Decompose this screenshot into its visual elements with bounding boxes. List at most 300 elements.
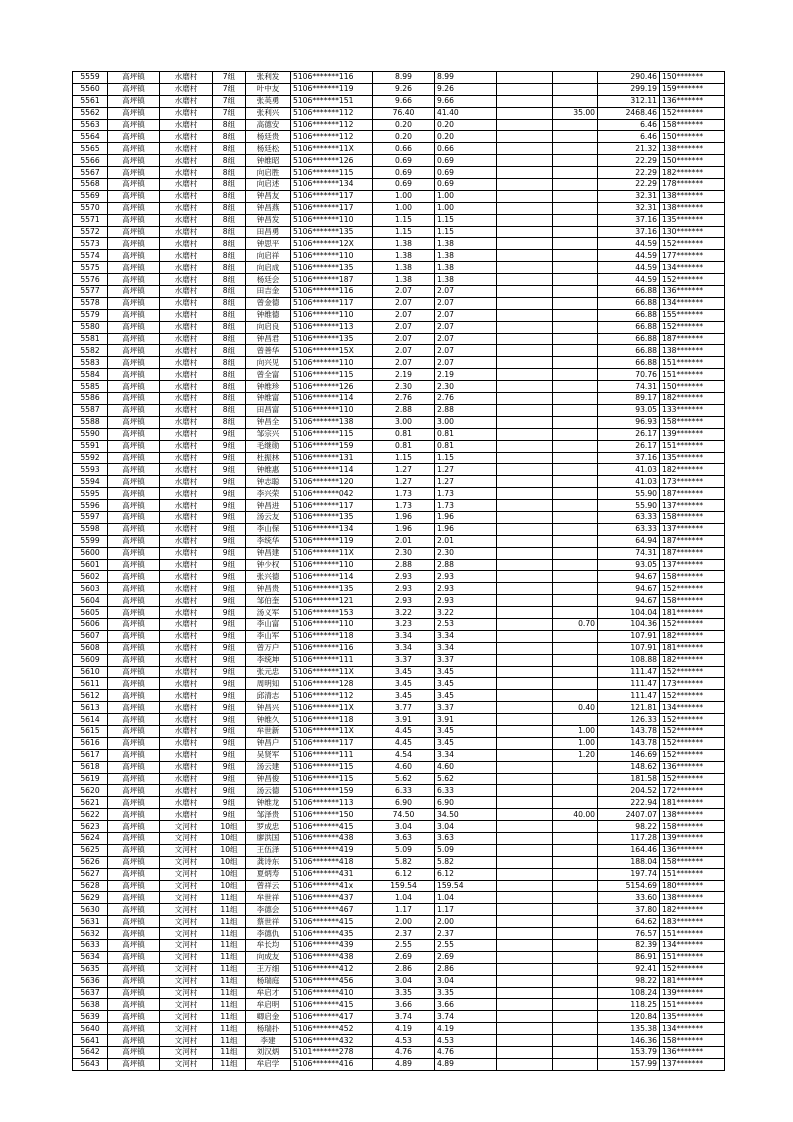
- area-total-cell: 2.00: [373, 916, 435, 928]
- village-name-cell: 水磨村: [160, 369, 213, 381]
- area-c-cell: [553, 547, 598, 559]
- area-a-cell: 4.60: [435, 761, 497, 773]
- group-name-cell: 9组: [213, 511, 246, 523]
- person-name-cell: 张利发: [246, 72, 291, 84]
- area-total-cell: 0.69: [373, 167, 435, 179]
- row-number-cell: 5599: [73, 535, 108, 547]
- town-name-cell: 高坪镇: [108, 262, 160, 274]
- area-a-cell: 1.27: [435, 476, 497, 488]
- area-a-cell: 34.50: [435, 809, 497, 821]
- area-total-cell: 2.69: [373, 951, 435, 963]
- id-number-cell: 5106*******415: [291, 821, 373, 833]
- table-row: [73, 559, 725, 571]
- area-b-cell: [497, 155, 553, 167]
- area-a-cell: 3.00: [435, 416, 497, 428]
- table-row: [73, 547, 725, 559]
- area-a-cell: 0.81: [435, 440, 497, 452]
- phone-number-cell: 158*******: [660, 416, 725, 428]
- area-c-cell: [553, 690, 598, 702]
- area-b-cell: [497, 250, 553, 262]
- id-number-cell: 5106*******187: [291, 274, 373, 286]
- group-name-cell: 9组: [213, 428, 246, 440]
- town-name-cell: 高坪镇: [108, 107, 160, 119]
- person-name-cell: 李山富: [246, 618, 291, 630]
- id-number-cell: 5106*******151: [291, 95, 373, 107]
- village-name-cell: 水磨村: [160, 535, 213, 547]
- area-a-cell: 3.04: [435, 821, 497, 833]
- area-total-cell: 2.19: [373, 369, 435, 381]
- group-name-cell: 9组: [213, 773, 246, 785]
- town-name-cell: 高坪镇: [108, 179, 160, 191]
- area-b-cell: [497, 571, 553, 583]
- amount-cell: 157.99: [598, 1058, 660, 1070]
- town-name-cell: 高坪镇: [108, 1047, 160, 1059]
- village-name-cell: 水磨村: [160, 511, 213, 523]
- phone-number-cell: 173*******: [660, 476, 725, 488]
- area-c-cell: [553, 999, 598, 1011]
- id-number-cell: 5106*******110: [291, 404, 373, 416]
- phone-number-cell: 152*******: [660, 583, 725, 595]
- person-name-cell: 汤云建: [246, 761, 291, 773]
- area-total-cell: 9.26: [373, 83, 435, 95]
- area-b-cell: [497, 607, 553, 619]
- table-row: [73, 761, 725, 773]
- amount-cell: 55.90: [598, 500, 660, 512]
- row-number-cell: 5571: [73, 214, 108, 226]
- area-total-cell: 2.86: [373, 963, 435, 975]
- phone-number-cell: 138*******: [660, 190, 725, 202]
- area-a-cell: 1.15: [435, 452, 497, 464]
- town-name-cell: 高坪镇: [108, 607, 160, 619]
- phone-number-cell: 182*******: [660, 630, 725, 642]
- id-number-cell: 5106*******412: [291, 963, 373, 975]
- id-number-cell: 5106*******11X: [291, 666, 373, 678]
- area-total-cell: 159.54: [373, 880, 435, 892]
- area-total-cell: 3.35: [373, 987, 435, 999]
- person-name-cell: 钟维珍: [246, 381, 291, 393]
- phone-number-cell: 150*******: [660, 381, 725, 393]
- town-name-cell: 高坪镇: [108, 571, 160, 583]
- village-name-cell: 文河村: [160, 1058, 213, 1070]
- area-a-cell: 3.04: [435, 975, 497, 987]
- id-number-cell: 5106*******117: [291, 297, 373, 309]
- phone-number-cell: 133*******: [660, 404, 725, 416]
- id-number-cell: 5106*******110: [291, 357, 373, 369]
- person-name-cell: 向启成: [246, 262, 291, 274]
- table-row: [73, 72, 725, 84]
- phone-number-cell: 187*******: [660, 488, 725, 500]
- amount-cell: 188.04: [598, 856, 660, 868]
- area-b-cell: [497, 274, 553, 286]
- area-c-cell: [553, 761, 598, 773]
- area-c-cell: [553, 951, 598, 963]
- phone-number-cell: 172*******: [660, 785, 725, 797]
- phone-number-cell: 151*******: [660, 999, 725, 1011]
- village-name-cell: 水磨村: [160, 488, 213, 500]
- village-name-cell: 水磨村: [160, 714, 213, 726]
- area-b-cell: [497, 345, 553, 357]
- table-row: [73, 892, 725, 904]
- town-name-cell: 高坪镇: [108, 488, 160, 500]
- village-name-cell: 水磨村: [160, 404, 213, 416]
- person-name-cell: 邹泽贵: [246, 809, 291, 821]
- area-a-cell: 3.63: [435, 833, 497, 845]
- town-name-cell: 高坪镇: [108, 904, 160, 916]
- phone-number-cell: 158*******: [660, 856, 725, 868]
- area-c-cell: [553, 416, 598, 428]
- village-name-cell: 水磨村: [160, 167, 213, 179]
- amount-cell: 98.22: [598, 975, 660, 987]
- person-name-cell: 蔡世祥: [246, 916, 291, 928]
- group-name-cell: 8组: [213, 202, 246, 214]
- row-number-cell: 5609: [73, 654, 108, 666]
- town-name-cell: 高坪镇: [108, 452, 160, 464]
- amount-cell: 118.25: [598, 999, 660, 1011]
- area-total-cell: 1.38: [373, 262, 435, 274]
- area-b-cell: [497, 309, 553, 321]
- amount-cell: 66.88: [598, 297, 660, 309]
- area-a-cell: 2.07: [435, 321, 497, 333]
- id-number-cell: 5106*******415: [291, 916, 373, 928]
- table-row: [73, 226, 725, 238]
- area-b-cell: [497, 583, 553, 595]
- amount-cell: 126.33: [598, 714, 660, 726]
- village-name-cell: 文河村: [160, 975, 213, 987]
- village-name-cell: 水磨村: [160, 725, 213, 737]
- person-name-cell: 钟昌燕: [246, 202, 291, 214]
- area-c-cell: [553, 654, 598, 666]
- phone-number-cell: 139*******: [660, 987, 725, 999]
- person-name-cell: 曾万户: [246, 642, 291, 654]
- group-name-cell: 11组: [213, 999, 246, 1011]
- phone-number-cell: 173*******: [660, 678, 725, 690]
- row-number-cell: 5602: [73, 571, 108, 583]
- id-number-cell: 5106*******115: [291, 428, 373, 440]
- area-c-cell: 1.00: [553, 737, 598, 749]
- area-total-cell: 3.63: [373, 833, 435, 845]
- id-number-cell: 5106*******131: [291, 452, 373, 464]
- village-name-cell: 水磨村: [160, 155, 213, 167]
- id-number-cell: 5106*******126: [291, 381, 373, 393]
- row-number-cell: 5633: [73, 940, 108, 952]
- area-c-cell: [553, 904, 598, 916]
- area-c-cell: [553, 190, 598, 202]
- group-name-cell: 7组: [213, 95, 246, 107]
- area-b-cell: [497, 690, 553, 702]
- person-name-cell: 钟昌君: [246, 333, 291, 345]
- area-a-cell: 1.96: [435, 523, 497, 535]
- area-c-cell: [553, 714, 598, 726]
- group-name-cell: 8组: [213, 143, 246, 155]
- amount-cell: 26.17: [598, 428, 660, 440]
- row-number-cell: 5615: [73, 725, 108, 737]
- village-name-cell: 水磨村: [160, 666, 213, 678]
- area-a-cell: 5.09: [435, 844, 497, 856]
- phone-number-cell: 181*******: [660, 975, 725, 987]
- town-name-cell: 高坪镇: [108, 357, 160, 369]
- table-row: [73, 393, 725, 405]
- row-number-cell: 5597: [73, 511, 108, 523]
- phone-number-cell: 177*******: [660, 250, 725, 262]
- group-name-cell: 8组: [213, 309, 246, 321]
- person-name-cell: 曾善华: [246, 345, 291, 357]
- town-name-cell: 高坪镇: [108, 83, 160, 95]
- person-name-cell: 邹宗兴: [246, 428, 291, 440]
- amount-cell: 299.19: [598, 83, 660, 95]
- group-name-cell: 11组: [213, 1047, 246, 1059]
- town-name-cell: 高坪镇: [108, 940, 160, 952]
- area-a-cell: 2.01: [435, 535, 497, 547]
- village-name-cell: 水磨村: [160, 428, 213, 440]
- row-number-cell: 5623: [73, 821, 108, 833]
- row-number-cell: 5619: [73, 773, 108, 785]
- phone-number-cell: 152*******: [660, 274, 725, 286]
- area-c-cell: [553, 821, 598, 833]
- amount-cell: 26.17: [598, 440, 660, 452]
- group-name-cell: 8组: [213, 297, 246, 309]
- town-name-cell: 高坪镇: [108, 618, 160, 630]
- table-row: [73, 119, 725, 131]
- group-name-cell: 8组: [213, 369, 246, 381]
- group-name-cell: 9组: [213, 725, 246, 737]
- area-c-cell: [553, 286, 598, 298]
- town-name-cell: 高坪镇: [108, 309, 160, 321]
- area-total-cell: 3.45: [373, 678, 435, 690]
- town-name-cell: 高坪镇: [108, 404, 160, 416]
- group-name-cell: 11组: [213, 1035, 246, 1047]
- area-total-cell: 3.66: [373, 999, 435, 1011]
- area-b-cell: [497, 797, 553, 809]
- area-a-cell: 4.19: [435, 1023, 497, 1035]
- id-number-cell: 5106*******153: [291, 607, 373, 619]
- town-name-cell: 高坪镇: [108, 999, 160, 1011]
- table-row: [73, 666, 725, 678]
- area-b-cell: [497, 595, 553, 607]
- table-row: [73, 630, 725, 642]
- village-name-cell: 文河村: [160, 1047, 213, 1059]
- amount-cell: 44.59: [598, 238, 660, 250]
- group-name-cell: 10组: [213, 833, 246, 845]
- person-name-cell: 杨瑞扑: [246, 1023, 291, 1035]
- area-a-cell: 159.54: [435, 880, 497, 892]
- area-b-cell: [497, 190, 553, 202]
- id-number-cell: 5106*******111: [291, 654, 373, 666]
- area-c-cell: 0.70: [553, 618, 598, 630]
- person-name-cell: 杨廷会: [246, 274, 291, 286]
- group-name-cell: 8组: [213, 345, 246, 357]
- area-a-cell: 3.45: [435, 725, 497, 737]
- town-name-cell: 高坪镇: [108, 464, 160, 476]
- amount-cell: 120.84: [598, 1011, 660, 1023]
- phone-number-cell: 134*******: [660, 262, 725, 274]
- row-number-cell: 5559: [73, 72, 108, 84]
- area-b-cell: [497, 987, 553, 999]
- amount-cell: 111.47: [598, 666, 660, 678]
- area-c-cell: [553, 333, 598, 345]
- person-name-cell: 周明知: [246, 678, 291, 690]
- table-row: [73, 868, 725, 880]
- row-number-cell: 5568: [73, 179, 108, 191]
- area-total-cell: 3.91: [373, 714, 435, 726]
- town-name-cell: 高坪镇: [108, 95, 160, 107]
- amount-cell: 108.88: [598, 654, 660, 666]
- row-number-cell: 5592: [73, 452, 108, 464]
- amount-cell: 21.32: [598, 143, 660, 155]
- id-number-cell: 5106*******417: [291, 1011, 373, 1023]
- id-number-cell: 5106*******138: [291, 416, 373, 428]
- town-name-cell: 高坪镇: [108, 642, 160, 654]
- area-total-cell: 0.81: [373, 440, 435, 452]
- village-name-cell: 水磨村: [160, 262, 213, 274]
- row-number-cell: 5624: [73, 833, 108, 845]
- table-row: [73, 511, 725, 523]
- id-number-cell: 5106*******117: [291, 190, 373, 202]
- row-number-cell: 5590: [73, 428, 108, 440]
- person-name-cell: 张利兴: [246, 107, 291, 119]
- amount-cell: 222.94: [598, 797, 660, 809]
- area-a-cell: 1.17: [435, 904, 497, 916]
- area-total-cell: 3.04: [373, 975, 435, 987]
- id-number-cell: 5106*******110: [291, 309, 373, 321]
- area-b-cell: [497, 357, 553, 369]
- group-name-cell: 9组: [213, 547, 246, 559]
- village-name-cell: 文河村: [160, 844, 213, 856]
- area-total-cell: 2.07: [373, 309, 435, 321]
- area-a-cell: 3.45: [435, 737, 497, 749]
- person-name-cell: 牟启明: [246, 999, 291, 1011]
- person-name-cell: 李山军: [246, 630, 291, 642]
- area-b-cell: [497, 666, 553, 678]
- area-b-cell: [497, 488, 553, 500]
- phone-number-cell: 152*******: [660, 666, 725, 678]
- id-number-cell: 5106*******119: [291, 83, 373, 95]
- village-name-cell: 文河村: [160, 999, 213, 1011]
- person-name-cell: 刘汉炳: [246, 1047, 291, 1059]
- area-total-cell: 1.38: [373, 238, 435, 250]
- area-c-cell: [553, 369, 598, 381]
- area-c-cell: [553, 95, 598, 107]
- row-number-cell: 5614: [73, 714, 108, 726]
- id-number-cell: 5106*******117: [291, 202, 373, 214]
- id-number-cell: 5106*******110: [291, 250, 373, 262]
- area-total-cell: 3.22: [373, 607, 435, 619]
- area-a-cell: 0.69: [435, 179, 497, 191]
- phone-number-cell: 139*******: [660, 833, 725, 845]
- phone-number-cell: 151*******: [660, 928, 725, 940]
- id-number-cell: 5106*******042: [291, 488, 373, 500]
- id-number-cell: 5106*******437: [291, 892, 373, 904]
- person-name-cell: 向启祥: [246, 250, 291, 262]
- area-total-cell: 1.96: [373, 511, 435, 523]
- area-total-cell: 1.15: [373, 214, 435, 226]
- amount-cell: 89.17: [598, 393, 660, 405]
- area-b-cell: [497, 369, 553, 381]
- area-b-cell: [497, 880, 553, 892]
- area-total-cell: 0.20: [373, 119, 435, 131]
- area-b-cell: [497, 749, 553, 761]
- town-name-cell: 高坪镇: [108, 583, 160, 595]
- village-name-cell: 水磨村: [160, 119, 213, 131]
- table-row: [73, 809, 725, 821]
- area-total-cell: 2.37: [373, 928, 435, 940]
- area-b-cell: [497, 262, 553, 274]
- village-name-cell: 水磨村: [160, 202, 213, 214]
- area-c-cell: [553, 250, 598, 262]
- row-number-cell: 5587: [73, 404, 108, 416]
- amount-cell: 37.80: [598, 904, 660, 916]
- id-number-cell: 5106*******114: [291, 571, 373, 583]
- table-row: [73, 95, 725, 107]
- row-number-cell: 5574: [73, 250, 108, 262]
- area-c-cell: 40.00: [553, 809, 598, 821]
- person-name-cell: 李统华: [246, 535, 291, 547]
- row-number-cell: 5638: [73, 999, 108, 1011]
- amount-cell: 6.46: [598, 119, 660, 131]
- row-number-cell: 5635: [73, 963, 108, 975]
- area-total-cell: 3.04: [373, 821, 435, 833]
- row-number-cell: 5579: [73, 309, 108, 321]
- row-number-cell: 5642: [73, 1047, 108, 1059]
- area-c-cell: [553, 309, 598, 321]
- area-c-cell: [553, 179, 598, 191]
- area-b-cell: [497, 1023, 553, 1035]
- amount-cell: 312.11: [598, 95, 660, 107]
- phone-number-cell: 137*******: [660, 1058, 725, 1070]
- id-number-cell: 5106*******134: [291, 523, 373, 535]
- group-name-cell: 8组: [213, 274, 246, 286]
- group-name-cell: 11组: [213, 1058, 246, 1070]
- area-b-cell: [497, 951, 553, 963]
- area-a-cell: 2.76: [435, 393, 497, 405]
- phone-number-cell: 182*******: [660, 464, 725, 476]
- group-name-cell: 8组: [213, 416, 246, 428]
- phone-number-cell: 152*******: [660, 690, 725, 702]
- table-row: [73, 856, 725, 868]
- area-a-cell: 3.34: [435, 749, 497, 761]
- area-a-cell: 2.88: [435, 559, 497, 571]
- town-name-cell: 高坪镇: [108, 773, 160, 785]
- area-c-cell: 1.00: [553, 725, 598, 737]
- area-b-cell: [497, 809, 553, 821]
- area-c-cell: [553, 856, 598, 868]
- town-name-cell: 高坪镇: [108, 737, 160, 749]
- person-name-cell: 牟启才: [246, 987, 291, 999]
- village-name-cell: 文河村: [160, 833, 213, 845]
- group-name-cell: 9组: [213, 440, 246, 452]
- id-number-cell: 5106*******115: [291, 773, 373, 785]
- village-name-cell: 水磨村: [160, 440, 213, 452]
- phone-number-cell: 178*******: [660, 179, 725, 191]
- area-c-cell: 1.20: [553, 749, 598, 761]
- area-a-cell: 1.38: [435, 262, 497, 274]
- area-c-cell: [553, 630, 598, 642]
- table-row: [73, 428, 725, 440]
- village-name-cell: 文河村: [160, 856, 213, 868]
- town-name-cell: 高坪镇: [108, 785, 160, 797]
- area-c-cell: [553, 393, 598, 405]
- id-number-cell: 5106*******118: [291, 630, 373, 642]
- area-b-cell: [497, 511, 553, 523]
- area-c-cell: [553, 797, 598, 809]
- area-b-cell: [497, 72, 553, 84]
- table-row: [73, 940, 725, 952]
- amount-cell: 104.04: [598, 607, 660, 619]
- group-name-cell: 7组: [213, 72, 246, 84]
- id-number-cell: 5106*******117: [291, 737, 373, 749]
- area-a-cell: 6.12: [435, 868, 497, 880]
- village-name-cell: 水磨村: [160, 785, 213, 797]
- id-number-cell: 5106*******116: [291, 286, 373, 298]
